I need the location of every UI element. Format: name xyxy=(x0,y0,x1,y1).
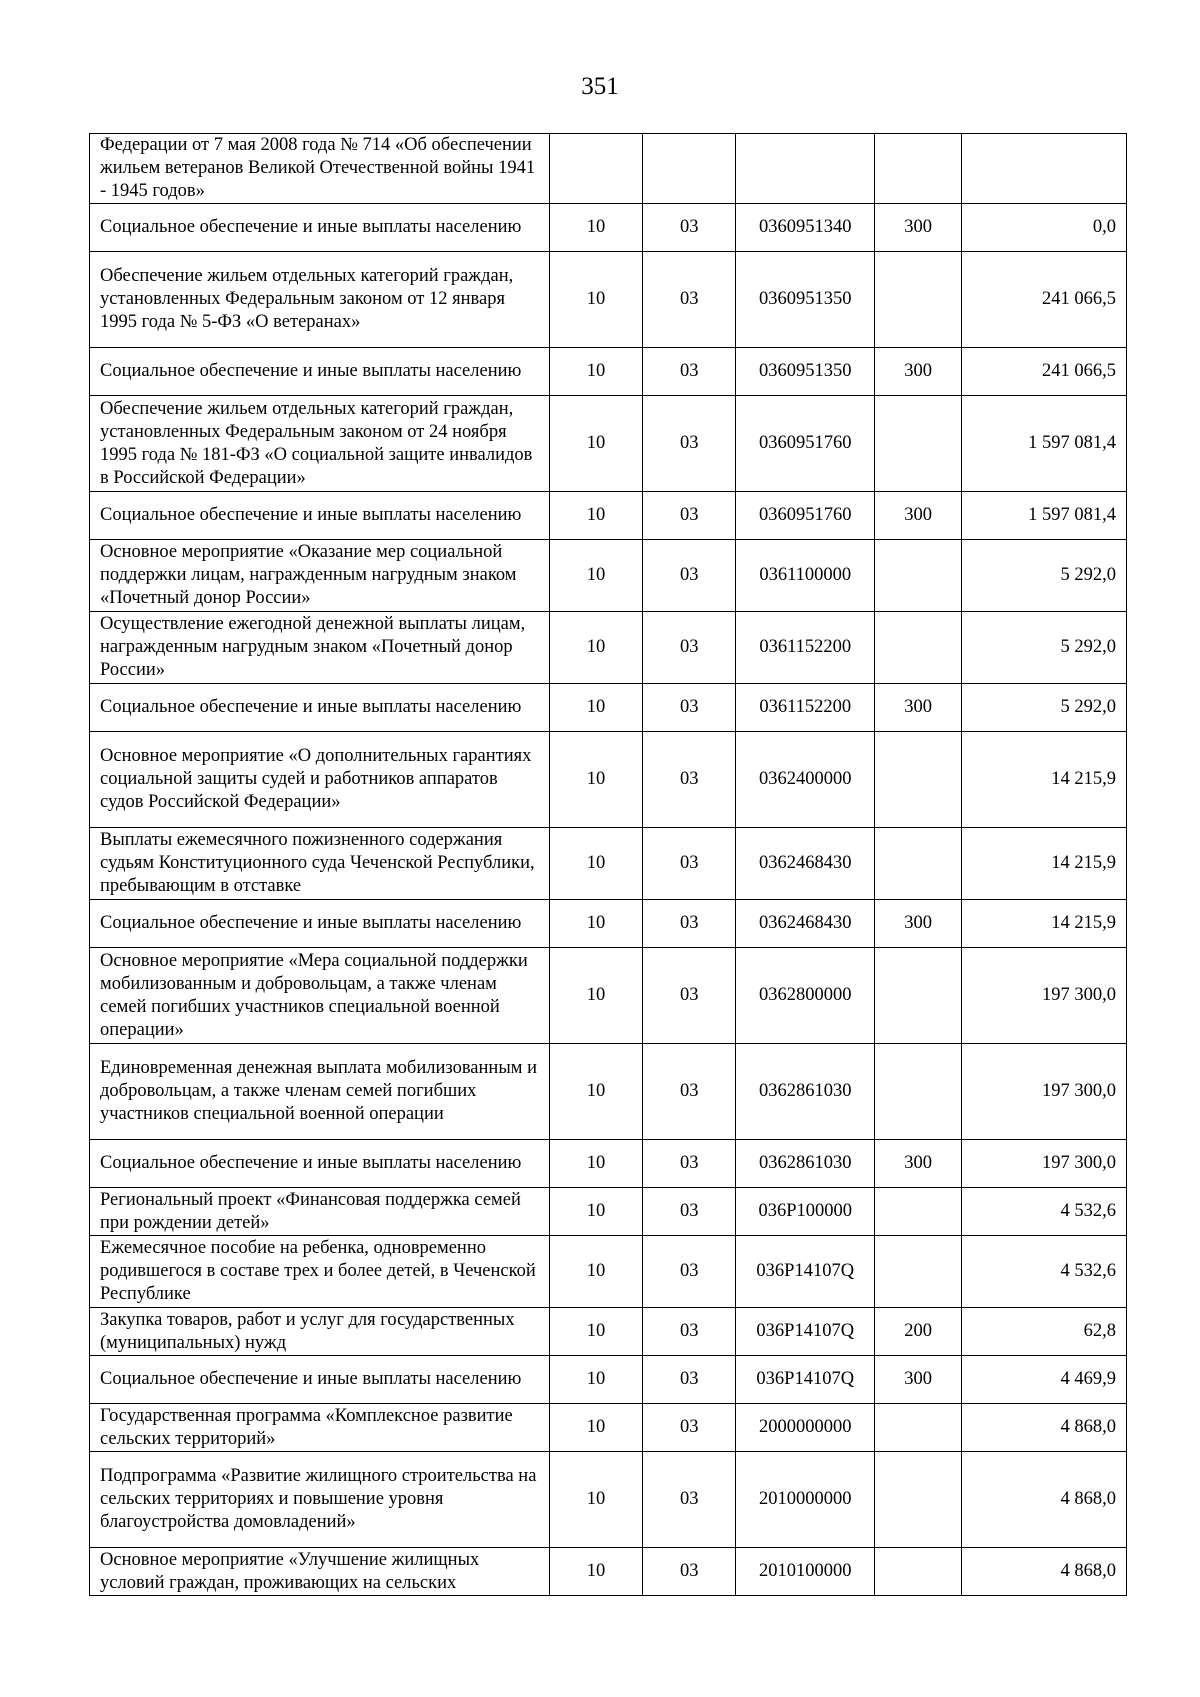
expense-type-cell xyxy=(875,732,962,828)
section-cell: 10 xyxy=(549,900,642,948)
expense-type-cell xyxy=(875,1236,962,1308)
target-article-cell: 2010000000 xyxy=(736,1452,875,1548)
row-name-cell: Выплаты ежемесячного пожизненного содержания судьям Конституционного суда Чеченской Республики, пребывающим в отставке xyxy=(90,828,550,900)
target-article-cell: 0362800000 xyxy=(736,948,875,1044)
target-article-cell: 0361100000 xyxy=(736,540,875,612)
subsection-cell: 03 xyxy=(643,1404,736,1452)
table-row xyxy=(90,1308,1127,1356)
target-article-cell: 036P14107Q xyxy=(736,1356,875,1404)
budget-table xyxy=(89,133,1127,1596)
expense-type-cell: 300 xyxy=(875,684,962,732)
table-row xyxy=(90,540,1127,612)
subsection-cell: 03 xyxy=(643,396,736,492)
row-name-cell: Основное мероприятие «Оказание мер социальной поддержки лицам, награжденным нагрудным знаком «Почетный донор России» xyxy=(90,540,550,612)
target-article-cell: 0360951760 xyxy=(736,492,875,540)
section-cell: 10 xyxy=(549,732,642,828)
amount-cell: 197 300,0 xyxy=(962,1140,1127,1188)
section-cell: 10 xyxy=(549,1404,642,1452)
table-row xyxy=(90,1404,1127,1452)
subsection-cell: 03 xyxy=(643,1548,736,1596)
target-article-cell: 0362400000 xyxy=(736,732,875,828)
amount-cell: 14 215,9 xyxy=(962,828,1127,900)
section-cell: 10 xyxy=(549,1308,642,1356)
table-row xyxy=(90,204,1127,252)
expense-type-cell xyxy=(875,1188,962,1236)
table-row xyxy=(90,492,1127,540)
amount-cell: 197 300,0 xyxy=(962,948,1127,1044)
table-row xyxy=(90,612,1127,684)
table-row xyxy=(90,900,1127,948)
section-cell: 10 xyxy=(549,396,642,492)
amount-cell: 4 868,0 xyxy=(962,1452,1127,1548)
subsection-cell: 03 xyxy=(643,348,736,396)
row-name-cell: Социальное обеспечение и иные выплаты населению xyxy=(90,1356,550,1404)
target-article-cell: 036P14107Q xyxy=(736,1236,875,1308)
subsection-cell: 03 xyxy=(643,612,736,684)
subsection-cell: 03 xyxy=(643,540,736,612)
subsection-cell: 03 xyxy=(643,1188,736,1236)
row-name-cell: Ежемесячное пособие на ребенка, одновременно родившегося в составе трех и более детей, в Чеченской Республике xyxy=(90,1236,550,1308)
page-number: 351 xyxy=(581,73,619,100)
section-cell: 10 xyxy=(549,828,642,900)
section-cell: 10 xyxy=(549,204,642,252)
section-cell: 10 xyxy=(549,252,642,348)
table-row xyxy=(90,1140,1127,1188)
subsection-cell: 03 xyxy=(643,1044,736,1140)
table-row xyxy=(90,732,1127,828)
expense-type-cell: 300 xyxy=(875,492,962,540)
row-name-cell: Федерации от 7 мая 2008 года № 714 «Об обеспечении жильем ветеранов Великой Отечественной войны 1941 - 1945 годов» xyxy=(90,134,550,204)
table-row xyxy=(90,1044,1127,1140)
table-row xyxy=(90,828,1127,900)
amount-cell: 5 292,0 xyxy=(962,540,1127,612)
amount-cell: 4 469,9 xyxy=(962,1356,1127,1404)
amount-cell: 4 868,0 xyxy=(962,1548,1127,1596)
row-name-cell: Основное мероприятие «Мера социальной поддержки мобилизованным и добровольцам, а также членам семей погибших участников специальной военной операции» xyxy=(90,948,550,1044)
expense-type-cell xyxy=(875,252,962,348)
section-cell: 10 xyxy=(549,540,642,612)
section-cell: 10 xyxy=(549,1548,642,1596)
amount-cell: 5 292,0 xyxy=(962,684,1127,732)
expense-type-cell xyxy=(875,1548,962,1596)
target-article-cell: 036P14107Q xyxy=(736,1308,875,1356)
target-article-cell: 0362861030 xyxy=(736,1140,875,1188)
target-article-cell: 0361152200 xyxy=(736,612,875,684)
subsection-cell: 03 xyxy=(643,1308,736,1356)
row-name-cell: Обеспечение жильем отдельных категорий граждан, установленных Федеральным законом от 12 января 1995 года № 5-ФЗ «О ветеранах» xyxy=(90,252,550,348)
subsection-cell: 03 xyxy=(643,948,736,1044)
amount-cell xyxy=(962,134,1127,204)
table-row xyxy=(90,1356,1127,1404)
amount-cell: 14 215,9 xyxy=(962,732,1127,828)
target-article-cell: 0362468430 xyxy=(736,828,875,900)
subsection-cell: 03 xyxy=(643,492,736,540)
subsection-cell: 03 xyxy=(643,1236,736,1308)
row-name-cell: Осуществление ежегодной денежной выплаты лицам, награжденным нагрудным знаком «Почетный донор России» xyxy=(90,612,550,684)
section-cell: 10 xyxy=(549,1236,642,1308)
section-cell xyxy=(549,134,642,204)
amount-cell: 4 532,6 xyxy=(962,1236,1127,1308)
amount-cell: 241 066,5 xyxy=(962,252,1127,348)
target-article-cell: 0360951350 xyxy=(736,348,875,396)
section-cell: 10 xyxy=(549,1452,642,1548)
subsection-cell: 03 xyxy=(643,900,736,948)
amount-cell: 0,0 xyxy=(962,204,1127,252)
table-row xyxy=(90,1548,1127,1596)
section-cell: 10 xyxy=(549,348,642,396)
expense-type-cell xyxy=(875,134,962,204)
expense-type-cell xyxy=(875,612,962,684)
amount-cell: 4 532,6 xyxy=(962,1188,1127,1236)
row-name-cell: Закупка товаров, работ и услуг для государственных (муниципальных) нужд xyxy=(90,1308,550,1356)
amount-cell: 5 292,0 xyxy=(962,612,1127,684)
table-row xyxy=(90,1188,1127,1236)
section-cell: 10 xyxy=(549,1356,642,1404)
subsection-cell: 03 xyxy=(643,828,736,900)
expense-type-cell: 300 xyxy=(875,204,962,252)
section-cell: 10 xyxy=(549,1140,642,1188)
amount-cell: 241 066,5 xyxy=(962,348,1127,396)
subsection-cell: 03 xyxy=(643,732,736,828)
target-article-cell: 0362468430 xyxy=(736,900,875,948)
subsection-cell xyxy=(643,134,736,204)
row-name-cell: Региональный проект «Финансовая поддержка семей при рождении детей» xyxy=(90,1188,550,1236)
expense-type-cell xyxy=(875,396,962,492)
row-name-cell: Социальное обеспечение и иные выплаты населению xyxy=(90,1140,550,1188)
row-name-cell: Социальное обеспечение и иные выплаты населению xyxy=(90,204,550,252)
subsection-cell: 03 xyxy=(643,1356,736,1404)
row-name-cell: Государственная программа «Комплексное развитие сельских территорий» xyxy=(90,1404,550,1452)
target-article-cell xyxy=(736,134,875,204)
table-row xyxy=(90,134,1127,204)
expense-type-cell: 300 xyxy=(875,1140,962,1188)
subsection-cell: 03 xyxy=(643,684,736,732)
row-name-cell: Обеспечение жильем отдельных категорий граждан, установленных Федеральным законом от 24 ноября 1995 года № 181-ФЗ «О социальной защите инвалидов в Российской Федерации» xyxy=(90,396,550,492)
amount-cell: 14 215,9 xyxy=(962,900,1127,948)
section-cell: 10 xyxy=(549,612,642,684)
target-article-cell: 0362861030 xyxy=(736,1044,875,1140)
row-name-cell: Подпрограмма «Развитие жилищного строительства на сельских территориях и повышение уровня благоустройства домовладений» xyxy=(90,1452,550,1548)
amount-cell: 62,8 xyxy=(962,1308,1127,1356)
expense-type-cell xyxy=(875,828,962,900)
expense-type-cell: 200 xyxy=(875,1308,962,1356)
expense-type-cell xyxy=(875,540,962,612)
target-article-cell: 0360951350 xyxy=(736,252,875,348)
subsection-cell: 03 xyxy=(643,204,736,252)
section-cell: 10 xyxy=(549,1188,642,1236)
target-article-cell: 036P100000 xyxy=(736,1188,875,1236)
table-row xyxy=(90,252,1127,348)
table-row xyxy=(90,396,1127,492)
expense-type-cell: 300 xyxy=(875,348,962,396)
row-name-cell: Социальное обеспечение и иные выплаты населению xyxy=(90,684,550,732)
row-name-cell: Основное мероприятие «О дополнительных гарантиях социальной защиты судей и работников аппаратов судов Российской Федерации» xyxy=(90,732,550,828)
expense-type-cell xyxy=(875,1452,962,1548)
target-article-cell: 2010100000 xyxy=(736,1548,875,1596)
subsection-cell: 03 xyxy=(643,1140,736,1188)
row-name-cell: Социальное обеспечение и иные выплаты населению xyxy=(90,900,550,948)
table-row xyxy=(90,684,1127,732)
row-name-cell: Социальное обеспечение и иные выплаты населению xyxy=(90,492,550,540)
expense-type-cell xyxy=(875,948,962,1044)
row-name-cell: Основное мероприятие «Улучшение жилищных условий граждан, проживающих на сельских xyxy=(90,1548,550,1596)
target-article-cell: 0360951760 xyxy=(736,396,875,492)
section-cell: 10 xyxy=(549,1044,642,1140)
subsection-cell: 03 xyxy=(643,252,736,348)
amount-cell: 4 868,0 xyxy=(962,1404,1127,1452)
expense-type-cell: 300 xyxy=(875,900,962,948)
row-name-cell: Социальное обеспечение и иные выплаты населению xyxy=(90,348,550,396)
row-name-cell: Единовременная денежная выплата мобилизованным и добровольцам, а также членам семей погибших участников специальной военной операции xyxy=(90,1044,550,1140)
expense-type-cell: 300 xyxy=(875,1356,962,1404)
target-article-cell: 0361152200 xyxy=(736,684,875,732)
expense-type-cell xyxy=(875,1404,962,1452)
target-article-cell: 2000000000 xyxy=(736,1404,875,1452)
section-cell: 10 xyxy=(549,684,642,732)
table-row xyxy=(90,348,1127,396)
amount-cell: 1 597 081,4 xyxy=(962,492,1127,540)
amount-cell: 1 597 081,4 xyxy=(962,396,1127,492)
section-cell: 10 xyxy=(549,948,642,1044)
expense-type-cell xyxy=(875,1044,962,1140)
table-row xyxy=(90,948,1127,1044)
subsection-cell: 03 xyxy=(643,1452,736,1548)
section-cell: 10 xyxy=(549,492,642,540)
table-row xyxy=(90,1452,1127,1548)
target-article-cell: 0360951340 xyxy=(736,204,875,252)
table-row xyxy=(90,1236,1127,1308)
amount-cell: 197 300,0 xyxy=(962,1044,1127,1140)
